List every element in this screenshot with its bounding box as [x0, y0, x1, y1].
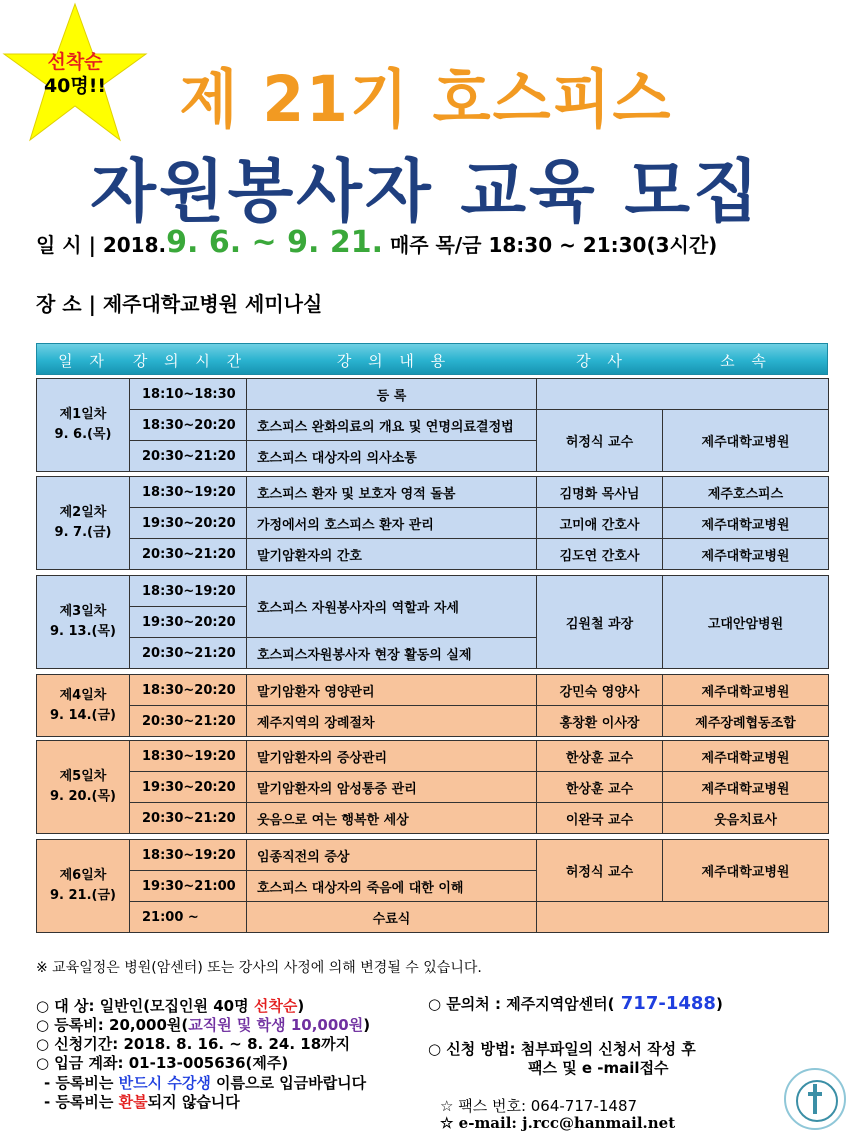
instructor-cell: 허정식 교수	[537, 840, 663, 902]
affiliation-cell: 제주대학교병원	[663, 675, 829, 706]
badge-line2: 40명!!	[43, 75, 107, 97]
table-row	[37, 840, 829, 871]
content-cell: 호스피스 환자 및 보호자 영적 돌봄	[247, 477, 537, 508]
time-cell: 20:30~21:20	[130, 706, 247, 737]
schedule-day1	[36, 378, 829, 472]
table-row	[37, 410, 829, 441]
time-cell: 20:30~21:20	[130, 638, 247, 669]
header-time: 강 의 시 간	[132, 352, 248, 370]
info-apply2: 팩스 및 e -mail접수	[528, 1059, 669, 1077]
day-cell: 제6일차 9. 21.(금)	[37, 840, 130, 933]
date-suffix: 매주 목/금 18:30 ~ 21:30(3시간)	[382, 233, 718, 257]
instructor-cell: 한상훈 교수	[537, 772, 663, 803]
date-prefix: 일 시 | 2018.	[36, 233, 167, 257]
time-cell: 18:30~19:20	[130, 477, 247, 508]
info-fax: ☆ 팩스 번호: 064-717-1487	[440, 1097, 638, 1115]
content-cell: 호스피스자원봉사자 현장 활동의 실제	[247, 638, 537, 669]
content-cell: 호스피스 대상자의 의사소통	[247, 441, 537, 472]
affiliation-cell: 제주대학교병원	[663, 840, 829, 902]
day-cell: 제2일차 9. 7.(금)	[37, 477, 130, 570]
header-content: 강 의 내 용	[336, 352, 452, 370]
instructor-cell: 김명화 목사님	[537, 477, 663, 508]
affiliation-cell: 제주대학교병원	[663, 508, 829, 539]
time-cell: 19:30~21:00	[130, 871, 247, 902]
instructor-cell: 허정식 교수	[537, 410, 663, 472]
instructor-cell: 김원철 과장	[537, 576, 663, 669]
time-cell: 18:30~20:20	[130, 410, 247, 441]
table-row	[37, 379, 829, 410]
info-fee: ○ 등록비: 20,000원(교직원 및 학생 10,000원)	[36, 1016, 371, 1034]
table-row	[37, 741, 829, 772]
affiliation-cell: 제주대학교병원	[663, 539, 829, 570]
time-cell: 18:30~19:20	[130, 741, 247, 772]
time-cell: 18:30~19:20	[130, 576, 247, 607]
schedule-day3	[36, 575, 829, 669]
table-row	[37, 477, 829, 508]
date-line	[36, 225, 717, 260]
table-row	[37, 803, 829, 834]
info-target: ○ 대 상: 일반인(모집인원 40명 선착순)	[36, 997, 305, 1015]
content-cell: 가정에서의 호스피스 환자 관리	[247, 508, 537, 539]
time-cell: 19:30~20:20	[130, 772, 247, 803]
schedule-header	[36, 343, 828, 375]
empty-cell	[537, 902, 829, 933]
day-cell: 제3일차 9. 13.(목)	[37, 576, 130, 669]
affiliation-cell: 제주호스피스	[663, 477, 829, 508]
content-cell: 호스피스 자원봉사자의 역할과 자세	[247, 576, 537, 638]
info-contact: ○ 문의처 : 제주지역암센터( 717-1488)	[428, 993, 723, 1014]
instructor-cell: 이완국 교수	[537, 803, 663, 834]
schedule-day2	[36, 476, 829, 570]
info-email: ☆ e-mail: j.rcc@hanmail.net	[440, 1114, 676, 1132]
place-line: 장 소 | 제주대학교병원 세미나실	[36, 292, 323, 316]
info-account: ○ 입금 계좌: 01-13-005636(제주)	[36, 1054, 289, 1072]
content-cell: 호스피스 대상자의 죽음에 대한 이해	[247, 871, 537, 902]
time-cell: 20:30~21:20	[130, 539, 247, 570]
instructor-cell: 강민숙 영양사	[537, 675, 663, 706]
info-note1: - 등록비는 반드시 수강생 이름으로 입금바랍니다	[44, 1074, 367, 1092]
content-cell: 웃음으로 여는 행복한 세상	[247, 803, 537, 834]
instructor-cell: 한상훈 교수	[537, 741, 663, 772]
content-cell: 호스피스 완화의료의 개요 및 연명의료결정법	[247, 410, 537, 441]
time-cell: 19:30~20:20	[130, 508, 247, 539]
affiliation-cell: 제주대학교병원	[663, 410, 829, 472]
instructor-cell: 홍창환 이사장	[537, 706, 663, 737]
instructor-cell: 고미애 간호사	[537, 508, 663, 539]
table-row	[37, 576, 829, 607]
time-cell: 18:30~19:20	[130, 840, 247, 871]
day-cell: 제1일차 9. 6.(목)	[37, 379, 130, 472]
info-apply1: ○ 신청 방법: 첨부파일의 신청서 작성 후	[428, 1040, 696, 1058]
content-cell: 수료식	[247, 902, 537, 933]
affiliation-cell: 제주대학교병원	[663, 741, 829, 772]
time-cell: 18:30~20:20	[130, 675, 247, 706]
table-row	[37, 675, 829, 706]
content-cell: 말기암환자의 간호	[247, 539, 537, 570]
affiliation-cell: 제주대학교병원	[663, 772, 829, 803]
time-cell: 18:10~18:30	[130, 379, 247, 410]
hospital-seal-icon	[784, 1068, 846, 1130]
time-cell: 19:30~20:20	[130, 607, 247, 638]
instructor-cell: 김도연 간호사	[537, 539, 663, 570]
time-cell: 20:30~21:20	[130, 803, 247, 834]
table-row	[37, 539, 829, 570]
content-cell: 임종직전의 증상	[247, 840, 537, 871]
header-day: 일 자	[58, 352, 110, 370]
info-period: ○ 신청기간: 2018. 8. 16. ~ 8. 24. 18까지	[36, 1035, 351, 1053]
table-row	[37, 706, 829, 737]
content-cell: 등 록	[247, 379, 537, 410]
content-cell: 제주지역의 장례절차	[247, 706, 537, 737]
header-affiliation: 소 속	[720, 352, 772, 370]
content-cell: 말기암환자의 증상관리	[247, 741, 537, 772]
empty-cell	[537, 379, 829, 410]
schedule-note: ※ 교육일정은 병원(암센터) 또는 강사의 사정에 의해 변경될 수 있습니다.	[36, 960, 482, 976]
affiliation-cell: 웃음치료사	[663, 803, 829, 834]
time-cell: 21:00 ~	[130, 902, 247, 933]
table-row	[37, 508, 829, 539]
content-cell: 말기암환자의 암성통증 관리	[247, 772, 537, 803]
time-cell: 20:30~21:20	[130, 441, 247, 472]
schedule-day6	[36, 839, 829, 933]
table-row	[37, 902, 829, 933]
info-note2: - 등록비는 환불되지 않습니다	[44, 1093, 240, 1111]
table-row	[37, 772, 829, 803]
affiliation-cell: 고대안암병원	[663, 576, 829, 669]
badge-line1: 선착순	[47, 51, 103, 73]
title-line2: 자원봉사자 교육 모집	[90, 153, 762, 232]
day-cell: 제4일차 9. 14.(금)	[37, 675, 130, 737]
title-line1: 제 21기 호스피스	[179, 63, 673, 137]
header-instructor: 강 사	[576, 352, 628, 370]
content-cell: 말기암환자 영양관리	[247, 675, 537, 706]
affiliation-cell: 제주장례협동조합	[663, 706, 829, 737]
day-cell: 제5일차 9. 20.(목)	[37, 741, 130, 834]
date-range: 9. 6. ~ 9. 21.	[166, 225, 383, 260]
schedule-day4	[36, 674, 829, 737]
schedule-day5	[36, 740, 829, 834]
